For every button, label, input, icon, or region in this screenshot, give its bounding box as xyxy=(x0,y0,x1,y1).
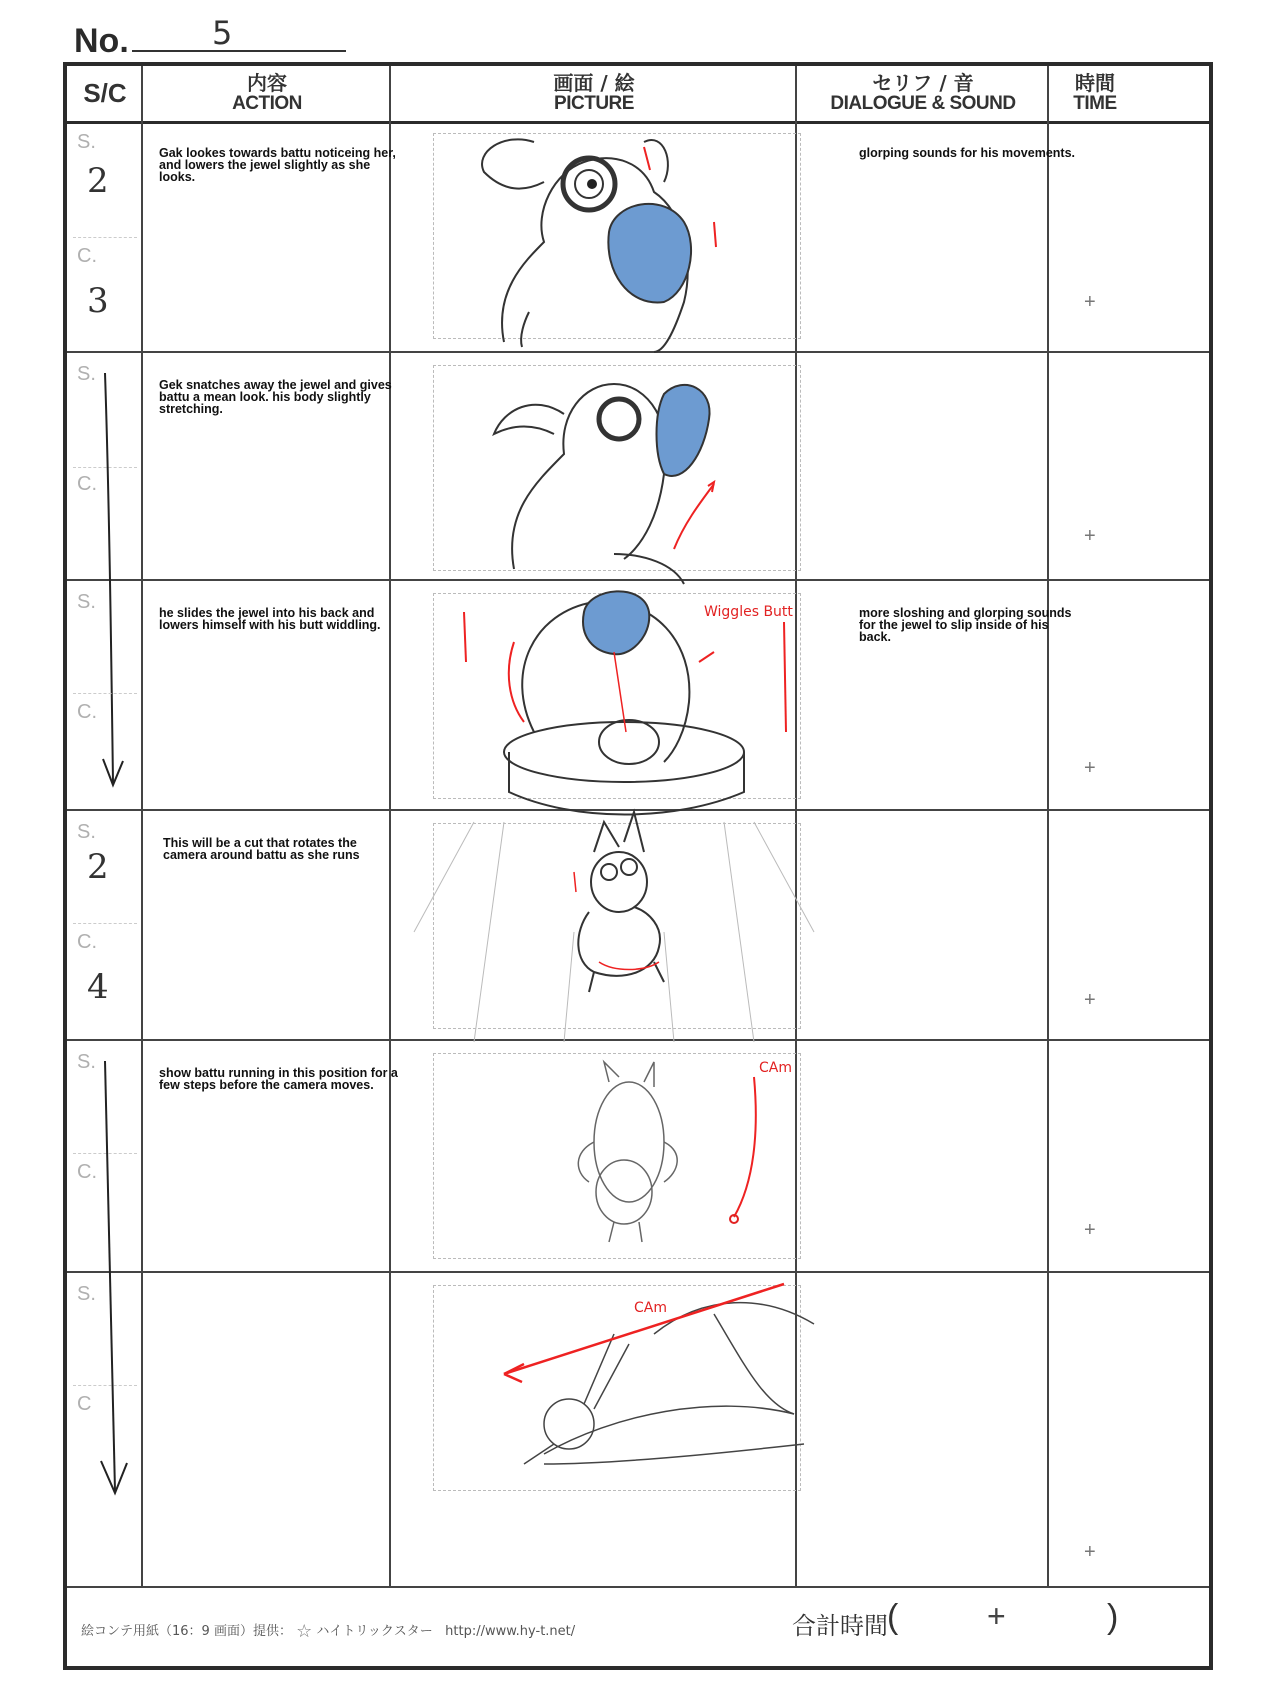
picture-panel xyxy=(433,1285,801,1491)
credit-url[interactable]: http://www.hy-t.net/ xyxy=(445,1624,576,1639)
panel-note: CAm xyxy=(759,1060,792,1076)
scene-label: S. xyxy=(77,591,96,613)
sc-divider xyxy=(73,693,137,694)
storyboard-row xyxy=(67,811,1209,1041)
footer-credit xyxy=(81,1620,575,1642)
time-plus: + xyxy=(1084,291,1096,313)
scene-number: 2 xyxy=(87,161,109,201)
action-text: Gak lookes towards battu noticeing her, and lowers the jewel slightly as she looks. xyxy=(159,146,396,184)
sketch-gek-snatching-jewel xyxy=(414,354,822,584)
picture-panel xyxy=(433,1053,801,1259)
sc-cell xyxy=(67,581,143,809)
sc-divider xyxy=(73,1385,137,1386)
header-picture-en: PICTURE xyxy=(554,93,634,114)
header-picture-jp: 画面 / 絵 xyxy=(553,71,635,95)
sketch-gak-lowering-jewel xyxy=(414,122,822,352)
header-action xyxy=(143,66,391,121)
total-time-close: ) xyxy=(1107,1598,1119,1636)
header-sc: S/C xyxy=(83,78,127,108)
header-dialogue-jp: セリフ / 音 xyxy=(872,71,974,95)
total-time-plus: + xyxy=(987,1598,1006,1634)
scene-label: S. xyxy=(77,1283,96,1305)
sc-divider xyxy=(73,237,137,238)
picture-panel xyxy=(433,593,801,799)
dialogue-text: more sloshing and glorping sounds for the jewel to slip inside of his back. xyxy=(859,606,1072,644)
time-plus: + xyxy=(1084,989,1096,1011)
star-icon: ☆ xyxy=(296,1621,313,1642)
storyboard-row xyxy=(67,121,1209,353)
dialogue-text: glorping sounds for his movements. xyxy=(859,146,1075,160)
sc-cell xyxy=(67,811,143,1039)
footer xyxy=(67,1588,1209,1666)
sketch-battu-low-run xyxy=(414,1274,822,1504)
cut-label: C. xyxy=(77,473,97,495)
sheet-number-label: No. xyxy=(74,22,129,60)
sketch-battu-running-back xyxy=(414,1042,822,1272)
time-plus: + xyxy=(1084,525,1096,547)
scene-label: S. xyxy=(77,363,96,385)
total-time-label: 合計時間 xyxy=(792,1612,888,1640)
cut-label: C. xyxy=(77,931,97,953)
header-action-en: ACTION xyxy=(232,93,302,114)
time-plus: + xyxy=(1084,1219,1096,1241)
scene-label: S. xyxy=(77,821,96,843)
scene-label: S. xyxy=(77,1051,96,1073)
sheet-number-value: 5 xyxy=(212,14,233,52)
cut-label: C xyxy=(77,1393,92,1415)
header-row xyxy=(67,66,1209,124)
total-time-open: ( xyxy=(887,1598,899,1636)
sketch-battu-running-camera xyxy=(414,812,822,1042)
action-text: This will be a cut that rotates the camera around battu as she runs xyxy=(163,836,360,862)
action-text: he slides the jewel into his back and lowers himself with his butt widdling. xyxy=(159,606,381,632)
storyboard-row xyxy=(67,353,1209,581)
header-dialogue xyxy=(797,66,1049,121)
credit-text: 絵コンテ用紙（16：9 画面）提供： xyxy=(81,1624,292,1639)
cut-label: C. xyxy=(77,701,97,723)
sc-cell xyxy=(67,1273,143,1586)
scene-number: 2 xyxy=(87,847,109,887)
header-dialogue-en: DIALOGUE & SOUND xyxy=(830,93,1016,114)
cut-label: C. xyxy=(77,1161,97,1183)
storyboard-row xyxy=(67,581,1209,811)
picture-panel xyxy=(433,365,801,571)
storyboard-row xyxy=(67,1041,1209,1273)
storyboard-frame xyxy=(63,62,1213,1670)
sc-divider xyxy=(73,923,137,924)
panel-note: CAm xyxy=(634,1300,667,1316)
picture-panel xyxy=(433,133,801,339)
header-time-en: TIME xyxy=(1073,93,1117,114)
sheet-number-underline xyxy=(132,50,346,52)
action-text: Gek snatches away the jewel and gives battu a mean look. his body slightly stretching. xyxy=(159,378,392,416)
action-text: show battu running in this position for a few steps before the camera moves. xyxy=(159,1066,398,1092)
cut-number: 3 xyxy=(87,281,109,321)
cut-label: C. xyxy=(77,245,97,267)
cut-number: 4 xyxy=(87,967,109,1007)
panel-note: Wiggles Butt xyxy=(704,604,793,620)
sketch-gek-sliding-jewel xyxy=(414,582,822,812)
header-time xyxy=(1049,66,1141,121)
picture-panel xyxy=(433,823,801,1029)
time-plus: + xyxy=(1084,1541,1096,1563)
header-picture xyxy=(391,66,797,121)
scene-label: S. xyxy=(77,131,96,153)
time-plus: + xyxy=(1084,757,1096,779)
credit-brand: ハイトリックスター xyxy=(316,1624,433,1639)
header-time-jp: 時間 xyxy=(1075,71,1115,95)
storyboard-row xyxy=(67,1273,1209,1588)
sc-cell xyxy=(67,121,143,351)
header-action-jp: 内容 xyxy=(247,71,287,95)
